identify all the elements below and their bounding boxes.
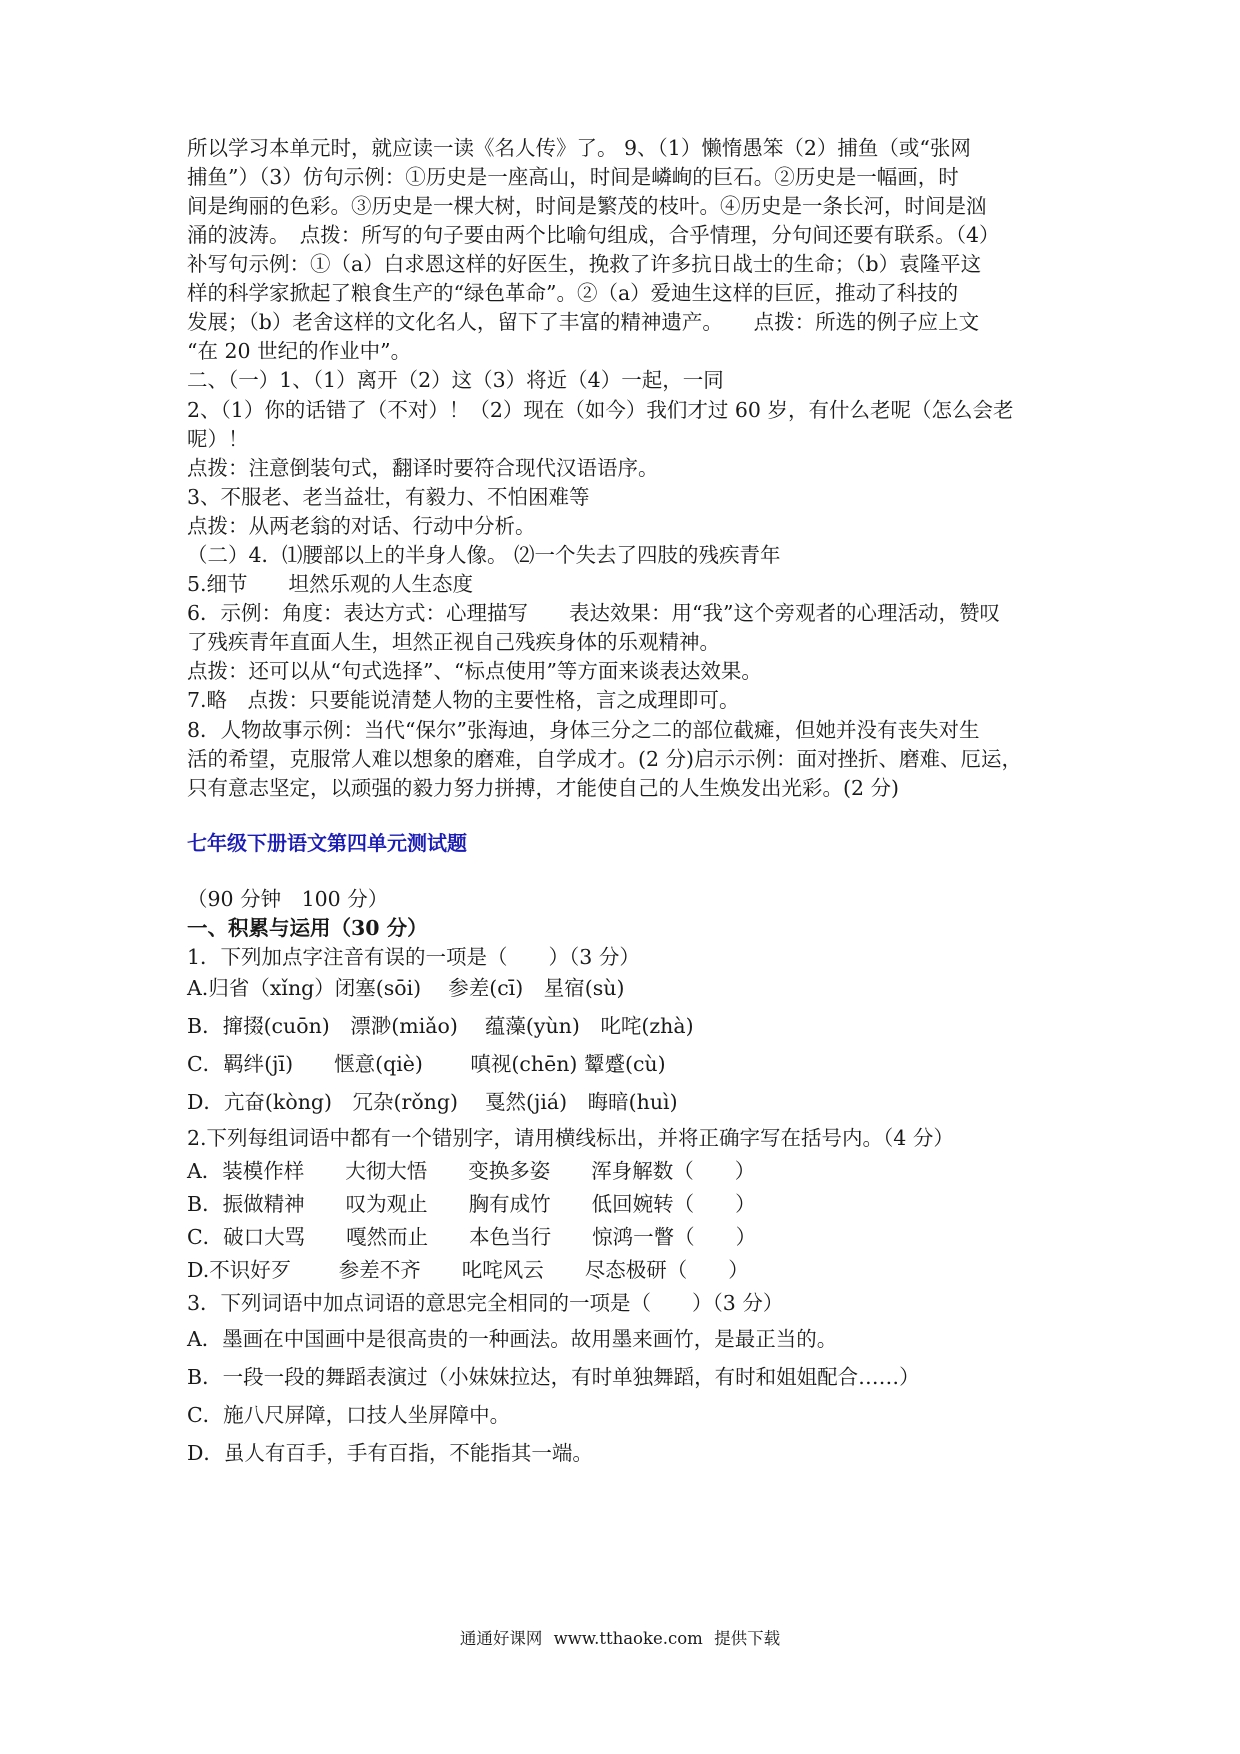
q2-option-c: C．破口大骂 嘎然而止 本色当行 惊鸿一瞥（ ） [187, 1225, 757, 1249]
q1-option-a: A.归省（xǐng）闭塞(sōi) 参差(cī) 星宿(sù) [187, 976, 625, 1000]
q1-option-d: D．亢奋(kòng) 冗杂(rǒng) 戛然(jiá) 晦暗(huì) [187, 1090, 678, 1114]
q3-stem: 3．下列词语中加点词语的意思完全相同的一项是（ ）（3 分） [187, 1291, 784, 1315]
test-title: 七年级下册语文第四单元测试题 [187, 831, 467, 855]
q2-option-a: A．装模作样 大彻大悟 变换多姿 浑身解数（ ） [187, 1159, 756, 1183]
answer-line: “在 20 世纪的作业中”。 [187, 339, 412, 363]
answer-line: 2、（1）你的话错了（不对）！（2）现在（如今）我们才过 60 岁，有什么老呢（怎么会老 [187, 398, 1014, 422]
answer-line: （二）4．⑴腰部以上的半身人像。 ⑵一个失去了四肢的残疾青年 [187, 543, 781, 567]
footer-suffix: 提供下载 [714, 1629, 781, 1648]
answer-line: 7.略 点拨：只要能说清楚人物的主要性格，言之成理即可。 [187, 688, 740, 712]
answer-line: 活的希望，克服常人难以想象的磨难，自学成才。(2 分)启示示例：面对挫折、磨难、厄运， [187, 747, 1023, 771]
answer-line: 6．示例：角度：表达方式：心理描写 表达效果：用“我”这个旁观者的心理活动，赞叹 [187, 601, 1001, 625]
answer-line: 发展；（b）老舍这样的文化名人，留下了丰富的精神遗产。 点拨：所选的例子应上文 [187, 310, 980, 334]
footer-site-name: 通通好课网 [459, 1629, 543, 1648]
answer-line: 样的科学家掀起了粮食生产的“绿色革命”。②（a）爱迪生这样的巨匠，推动了科技的 [187, 281, 959, 305]
answer-line: 所以学习本单元时，就应读一读《名人传》了。 9、（1）懒惰愚笨（2）捕鱼（或“张网 [187, 136, 971, 160]
answer-line: 了残疾青年直面人生，坦然正视自己残疾身体的乐观精神。 [187, 630, 720, 654]
answer-line: 3、不服老、老当益壮，有毅力、不怕困难等 [187, 485, 590, 509]
answer-line: 点拨：还可以从“句式选择”、“标点使用”等方面来谈表达效果。 [187, 659, 762, 683]
answer-line: 二、（一）1、（1）离开（2）这（3）将近（4）一起，一同 [187, 368, 724, 392]
q3-option-d: D．虽人有百手，手有百指，不能指其一端。 [187, 1441, 593, 1465]
answer-line: 间是绚丽的色彩。③历史是一棵大树，时间是繁茂的枝叶。④历史是一条长河，时间是汹 [187, 194, 987, 218]
q1-stem: 1．下列加点字注音有误的一项是（ ）（3 分） [187, 945, 640, 969]
q3-option-c: C．施八尺屏障，口技人坐屏障中。 [187, 1403, 511, 1427]
q2-option-b: B．振做精神 叹为观止 胸有成竹 低回婉转（ ） [187, 1192, 756, 1216]
answer-line: 涌的波涛。 点拨：所写的句子要由两个比喻句组成，合乎情理，分句间还要有联系。（4） [187, 223, 1000, 247]
part1-heading: 一、积累与运用（30 分） [187, 916, 428, 940]
answer-line: 8．人物故事示例：当代“保尔”张海迪，身体三分之二的部位截瘫，但她并没有丧失对生 [187, 718, 980, 742]
answer-line: 补写句示例：①（a）白求恩这样的好医生，挽救了许多抗日战士的生命；（b）袁隆平这 [187, 252, 982, 276]
answer-line: 捕鱼”）（3）仿句示例：①历史是一座高山，时间是嶙峋的巨石。②历史是一幅画，时 [187, 165, 959, 189]
time-score: （90 分钟 100 分） [187, 887, 389, 911]
answer-line: 点拨：注意倒装句式，翻译时要符合现代汉语语序。 [187, 456, 659, 480]
q1-option-c: C．羁绊(jī) 惬意(qiè) 嗔视(chēn) 颦蹙(cù) [187, 1052, 666, 1076]
answer-line: 点拨：从两老翁的对话、行动中分析。 [187, 514, 536, 538]
q3-option-a: A．墨画在中国画中是很高贵的一种画法。故用墨来画竹，是最正当的。 [187, 1327, 838, 1351]
q3-option-b: B．一段一段的舞蹈表演过（小妹妹拉达，有时单独舞蹈，有时和姐姐配合……） [187, 1365, 920, 1389]
q2-option-d: D.不识好歹 参差不齐 叱咤风云 尽态极研（ ） [187, 1258, 749, 1282]
answer-line: 5.细节 坦然乐观的人生态度 [187, 572, 474, 596]
footer-url[interactable]: www.tthaoke.com [553, 1629, 703, 1648]
page-footer [0, 1627, 1240, 1651]
q2-stem: 2.下列每组词语中都有一个错别字，请用横线标出，并将正确字写在括号内。（4 分） [187, 1126, 954, 1150]
q1-option-b: B．撺掇(cuōn) 漂渺(miǎo) 蕴藻(yùn) 叱咤(zhà) [187, 1014, 694, 1038]
answer-line: 只有意志坚定，以顽强的毅力努力拼搏，才能使自己的人生焕发出光彩。(2 分) [187, 776, 900, 800]
answer-line: 呢）！ [187, 427, 249, 451]
